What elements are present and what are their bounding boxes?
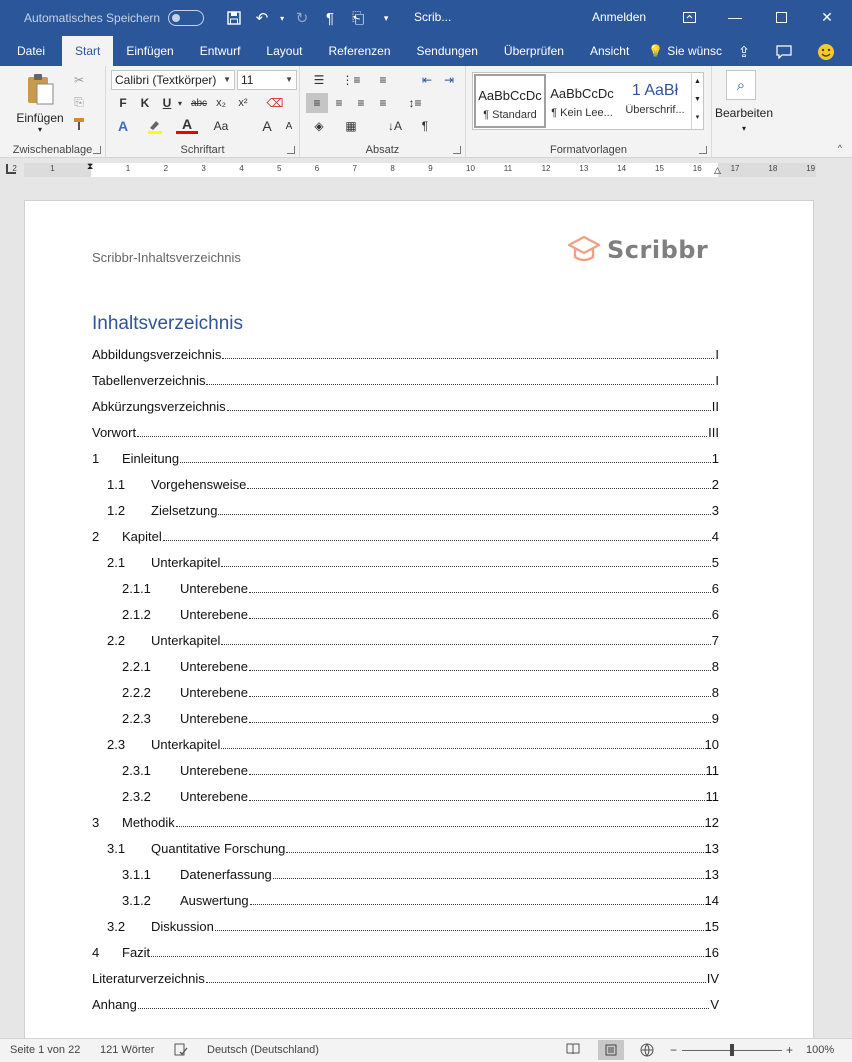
- toc-dot-leader: [221, 644, 710, 645]
- toc-entry-number: 2: [92, 528, 100, 544]
- tab-start[interactable]: Start: [62, 36, 113, 66]
- toc-dot-leader: [249, 722, 711, 723]
- tab-entwurf[interactable]: Entwurf: [199, 44, 241, 58]
- toc-entry-text: Methodik: [122, 814, 175, 830]
- word-count[interactable]: 121 Wörter: [100, 1044, 155, 1056]
- paste-button[interactable]: Einfügen ▾: [16, 72, 64, 138]
- toc-dot-leader: [218, 514, 710, 515]
- paragraph-launcher[interactable]: [453, 146, 461, 154]
- toc-entry[interactable]: [92, 653, 719, 679]
- toc-entry-number: 2.2.2: [122, 684, 151, 700]
- highlight-icon[interactable]: [144, 116, 166, 136]
- toc-entry[interactable]: [92, 341, 719, 367]
- toc-entry-number: 3: [92, 814, 100, 830]
- pilcrow-icon[interactable]: ¶: [326, 9, 335, 27]
- toc-entry-page: 4: [711, 528, 719, 544]
- ribbon: [0, 66, 852, 158]
- edit-label: Bearbeiten: [714, 106, 774, 120]
- toc-entry-number: 3.2: [107, 918, 126, 934]
- toc-entry-number: 4: [92, 944, 100, 960]
- toc-entry-page: II: [711, 398, 719, 414]
- toc-entry-page: I: [715, 372, 719, 388]
- toc-entry[interactable]: [92, 705, 719, 731]
- toc-entry[interactable]: [92, 497, 719, 523]
- toc-entry[interactable]: [92, 523, 719, 549]
- graduation-cap-icon: [567, 235, 601, 265]
- show-marks-button[interactable]: ¶: [421, 119, 429, 133]
- font-name-combo[interactable]: Calibri (Textkörper) ▼: [111, 70, 235, 90]
- toc-entry-text: Diskussion: [151, 918, 214, 934]
- toc-entry-page: 13: [704, 840, 719, 856]
- numbering-icon[interactable]: ⋮≡: [341, 73, 361, 87]
- styles-group-label: Formatvorlagen: [549, 144, 628, 156]
- zoom-level[interactable]: 100%: [806, 1044, 835, 1056]
- style-name: Überschrif...: [625, 104, 685, 116]
- toc-entry-page: IV: [706, 970, 719, 986]
- toc-entry[interactable]: [92, 393, 719, 419]
- toc-dot-leader: [215, 930, 704, 931]
- toc-dot-leader: [137, 436, 707, 437]
- ruler-tick-label: 7: [352, 164, 358, 173]
- comments-icon[interactable]: [774, 42, 794, 62]
- toc-dot-leader: [176, 826, 704, 827]
- shrink-font-button[interactable]: A: [285, 120, 293, 132]
- autosave-control[interactable]: [24, 10, 204, 26]
- multilevel-list-icon[interactable]: ≡: [379, 73, 387, 87]
- toc-entry-text: Abkürzungsverzeichnis: [92, 398, 226, 414]
- toc-entry-text: Fazit: [122, 944, 151, 960]
- toc-entry-text: Vorgehensweise: [151, 476, 247, 492]
- style-name: ¶ Standard: [483, 109, 537, 121]
- toc-entry[interactable]: [92, 731, 719, 757]
- ruler-tick-label: 2: [163, 164, 169, 173]
- document-area[interactable]: [0, 181, 852, 1038]
- toc-entry-number: 2.2: [107, 632, 126, 648]
- toc-entry-page: 11: [705, 788, 719, 804]
- toc-entry-text: Unterebene: [180, 788, 248, 804]
- font-launcher[interactable]: [287, 146, 295, 154]
- toc-dot-leader: [227, 410, 711, 411]
- toc-entry-text: Zielsetzung: [151, 502, 218, 518]
- toc-entry-page: 2: [711, 476, 719, 492]
- ruler-tick-label: 10: [466, 164, 475, 173]
- toc-dot-leader: [221, 748, 703, 749]
- cut-icon[interactable]: ✂: [73, 73, 85, 87]
- toc-entry-text: Unterebene: [180, 710, 248, 726]
- toc-entry[interactable]: [92, 965, 719, 991]
- page-indicator[interactable]: Seite 1 von 22: [10, 1044, 81, 1056]
- style-preview: 1 AaBł: [631, 82, 679, 99]
- justify-icon[interactable]: ≡: [379, 96, 387, 110]
- toc-dot-leader: [249, 592, 711, 593]
- maximize-icon[interactable]: [758, 0, 804, 34]
- toc-entry-text: Unterebene: [180, 684, 248, 700]
- toc-entry[interactable]: [92, 419, 719, 445]
- tab-sendungen[interactable]: Sendungen: [416, 44, 478, 58]
- ruler-tick-label: 2: [12, 164, 17, 173]
- toc-dot-leader: [273, 878, 704, 879]
- bullets-icon[interactable]: ☰: [313, 73, 325, 87]
- toc-dot-leader: [222, 358, 714, 359]
- toc-entry-text: Unterkapitel: [151, 632, 221, 648]
- toc-dot-leader: [180, 462, 711, 463]
- toc-dot-leader: [249, 670, 711, 671]
- decrease-indent-icon[interactable]: ⇤: [421, 73, 433, 87]
- align-left-icon[interactable]: ≡: [306, 93, 328, 113]
- toc-entry-page: 8: [711, 684, 719, 700]
- sort-icon[interactable]: ↓A: [387, 119, 402, 133]
- toc-dot-leader: [249, 774, 705, 775]
- grow-font-button[interactable]: A: [262, 118, 272, 134]
- toc-dot-leader: [163, 540, 711, 541]
- toc-entry-page: 13: [704, 866, 719, 882]
- editing-group: [712, 66, 776, 158]
- ruler-tick-label: 3: [201, 164, 206, 173]
- toc-entry-number: 2.3: [107, 736, 126, 752]
- ruler-tick-label: 9: [428, 164, 433, 173]
- toc-entry-text: Tabellenverzeichnis: [92, 372, 206, 388]
- customize-qat-icon[interactable]: ▾: [383, 12, 389, 23]
- toc-dot-leader: [206, 982, 706, 983]
- toc-entry-text: Auswertung: [180, 892, 249, 908]
- ruler-tick-label: 4: [239, 164, 244, 173]
- ruler-tick-label: 1: [50, 164, 55, 173]
- toc-entry[interactable]: [92, 835, 719, 861]
- shading-icon[interactable]: ◈: [314, 119, 324, 133]
- align-right-icon[interactable]: ≡: [357, 96, 365, 110]
- search-icon[interactable]: ⌕: [726, 70, 756, 100]
- right-indent-icon[interactable]: △: [714, 165, 721, 175]
- horizontal-ruler[interactable]: [0, 159, 852, 181]
- toc-entry-page: 10: [704, 736, 719, 752]
- font-color-button[interactable]: A: [176, 116, 198, 134]
- font-name-value: Calibri (Textkörper): [115, 73, 217, 87]
- underline-dropdown-icon[interactable]: ▾: [177, 98, 182, 108]
- scribbr-logo: [567, 235, 708, 265]
- status-bar: [0, 1038, 852, 1062]
- toc-entry-number: 2.1.2: [122, 606, 151, 622]
- toc-entry[interactable]: [92, 991, 719, 1017]
- autosave-label: Automatisches Speichern: [24, 11, 161, 25]
- tab-layout[interactable]: Layout: [266, 44, 303, 58]
- toc-entry-page: 7: [711, 632, 719, 648]
- toc-entry[interactable]: [92, 471, 719, 497]
- font-size-combo[interactable]: 11 ▼: [237, 70, 297, 90]
- toc-entry-page: 15: [704, 918, 719, 934]
- toc-entry[interactable]: [92, 887, 719, 913]
- style-name: ¶ Kein Lee...: [551, 107, 613, 119]
- ruler-tick-label: 5: [277, 164, 282, 173]
- toc-entry-text: Anhang: [92, 996, 137, 1012]
- zoom-in-icon[interactable]: +: [786, 1043, 794, 1057]
- italic-button[interactable]: K: [140, 96, 150, 110]
- toc-entry-number: 3.1.2: [122, 892, 151, 908]
- toc-entry[interactable]: [92, 809, 719, 835]
- toc-entry[interactable]: [92, 575, 719, 601]
- toc-heading: Inhaltsverzeichnis: [92, 313, 244, 334]
- toc-entry-number: 2.1: [107, 554, 126, 570]
- format-painter-icon[interactable]: [68, 114, 90, 134]
- style-ueberschrift[interactable]: [619, 74, 691, 128]
- superscript-button[interactable]: x²: [238, 97, 248, 109]
- zoom-out-icon[interactable]: −: [670, 1043, 678, 1057]
- toc-dot-leader: [151, 956, 703, 957]
- paragraph-group: [300, 66, 466, 158]
- toc-entry-text: Kapitel: [122, 528, 162, 544]
- tell-me-box[interactable]: [642, 36, 728, 66]
- styles-launcher[interactable]: [699, 146, 707, 154]
- toc-entry-text: Unterebene: [180, 580, 248, 596]
- left-margin-area: [24, 161, 94, 177]
- toc-dot-leader: [247, 488, 710, 489]
- ruler-tick-label: 11: [503, 164, 513, 173]
- font-group-label: Schriftart: [180, 144, 225, 156]
- toc-entry-page: 5: [711, 554, 719, 570]
- toc-dot-leader: [138, 1008, 710, 1009]
- toc-entry-number: 3.1: [107, 840, 126, 856]
- toc-entry[interactable]: [92, 913, 719, 939]
- toc-entry-page: 1: [711, 450, 719, 466]
- undo-icon[interactable]: ↶: [255, 10, 269, 27]
- toc-entry-text: Unterkapitel: [151, 554, 221, 570]
- tab-ueberpruefen[interactable]: Überprüfen: [503, 44, 564, 58]
- toc-entry[interactable]: [92, 783, 719, 809]
- toc-entry-page: 8: [711, 658, 719, 674]
- tab-einfuegen[interactable]: Einfügen: [126, 44, 174, 58]
- toc-entry[interactable]: [92, 367, 719, 393]
- change-case-button[interactable]: Aa: [213, 119, 229, 133]
- toc-entry-number: 2.2.1: [122, 658, 151, 674]
- toc-entry[interactable]: [92, 679, 719, 705]
- autosave-toggle[interactable]: [168, 10, 204, 26]
- smiley-feedback-icon[interactable]: [816, 42, 836, 62]
- toc-dot-leader: [206, 384, 714, 385]
- ruler-tick-label: 18: [768, 164, 778, 173]
- toc-entry[interactable]: [92, 939, 719, 965]
- zoom-slider-thumb[interactable]: [730, 1044, 734, 1056]
- title-bar: [0, 0, 852, 36]
- toc-dot-leader: [249, 696, 711, 697]
- tab-ansicht[interactable]: Ansicht: [589, 44, 630, 58]
- toc-entry-page: 9: [711, 710, 719, 726]
- document-title: Scrib...: [414, 10, 452, 24]
- ribbon-display-icon[interactable]: [666, 0, 712, 34]
- redo-icon[interactable]: ↻: [295, 10, 309, 27]
- toc-entry-page: 12: [704, 814, 719, 830]
- sign-in-link[interactable]: Anmelden: [592, 10, 647, 24]
- strikethrough-button[interactable]: abc: [190, 97, 208, 109]
- toc-entry[interactable]: [92, 549, 719, 575]
- font-group: [106, 66, 300, 158]
- ruler-tick-label: 13: [579, 164, 589, 173]
- paste-label: Einfügen: [16, 111, 64, 125]
- style-preview: AaBbCcDc: [478, 88, 542, 103]
- ruler-tick-label: 19: [806, 164, 816, 173]
- toc-entry-text: Unterkapitel: [151, 736, 221, 752]
- toc-dot-leader: [286, 852, 703, 853]
- ruler-tick-label: 8: [390, 164, 395, 173]
- lightbulb-icon: 💡: [648, 44, 664, 58]
- toc-entry-text: Quantitative Forschung: [151, 840, 286, 856]
- save-icon[interactable]: [220, 4, 248, 32]
- edit-button[interactable]: Bearbeiten ▾: [714, 106, 774, 133]
- toc-entry[interactable]: [92, 601, 719, 627]
- toc-entry-number: 2.1.1: [122, 580, 151, 596]
- toc-entry-text: Unterebene: [180, 606, 248, 622]
- ruler-tick-label: 17: [730, 164, 740, 173]
- toc-entry-page: I: [715, 346, 719, 362]
- copy-icon[interactable]: ⎘: [74, 94, 84, 109]
- toc-entry-page: 16: [704, 944, 719, 960]
- toc-entry-page: V: [710, 996, 719, 1012]
- text-effects-icon[interactable]: A: [117, 118, 129, 134]
- share-icon[interactable]: ⇪: [737, 44, 751, 61]
- styles-scroll[interactable]: ▲ ▼ ▾: [691, 73, 703, 129]
- toc-entry[interactable]: [92, 627, 719, 653]
- ruler-tick-label: 14: [617, 164, 627, 173]
- toc-entry-number: 1.1: [107, 476, 126, 492]
- toc-entry[interactable]: [92, 861, 719, 887]
- toc-entry-text: Einleitung: [122, 450, 180, 466]
- paste-icon: [25, 72, 55, 106]
- ruler-tick-label: 6: [314, 164, 320, 173]
- toc-entry-text: Abbildungsverzeichnis: [92, 346, 222, 362]
- clipboard-group-label: Zwischenablage: [12, 144, 93, 156]
- clipboard-group: [0, 66, 106, 158]
- undo-dropdown-icon[interactable]: ▾: [280, 13, 285, 23]
- toc-entry-page: III: [708, 424, 719, 440]
- language-indicator[interactable]: Deutsch (Deutschland): [207, 1044, 319, 1056]
- subscript-button[interactable]: x₂: [216, 97, 226, 109]
- toc-entry-number: 2.3.2: [122, 788, 151, 804]
- toc-entry-number: 3.1.1: [122, 866, 151, 882]
- proofing-icon[interactable]: [174, 1043, 188, 1060]
- style-kein-leerraum[interactable]: [546, 74, 618, 128]
- read-mode-icon[interactable]: [566, 1043, 580, 1058]
- tab-referenzen[interactable]: Referenzen: [328, 44, 391, 58]
- toc-dot-leader: [249, 618, 711, 619]
- document-page[interactable]: [24, 200, 814, 1038]
- toc-entry-page: 11: [705, 762, 719, 778]
- toc-entry-page: 14: [704, 892, 719, 908]
- toc-entry-text: Unterebene: [180, 762, 248, 778]
- align-center-icon[interactable]: ≡: [335, 96, 343, 110]
- underline-button[interactable]: U: [162, 96, 172, 110]
- ruler-tick-label: 16: [692, 164, 702, 173]
- increase-indent-icon[interactable]: ⇥: [443, 73, 455, 87]
- toc-entry-text: Unterebene: [180, 658, 248, 674]
- toc-entry-number: 2.2.3: [122, 710, 151, 726]
- toc-entry-number: 1: [92, 450, 100, 466]
- clipboard-launcher[interactable]: [93, 146, 101, 154]
- paragraph-group-label: Absatz: [365, 144, 400, 156]
- toc-entry-text: Literaturverzeichnis: [92, 970, 205, 986]
- quick-access-toolbar: [220, 4, 400, 32]
- logo-text: Scribbr: [607, 236, 709, 264]
- borders-icon[interactable]: ▦: [345, 119, 357, 133]
- toc-entry-number: 1.2: [107, 502, 126, 518]
- toc-entry-text: Datenerfassung: [180, 866, 272, 882]
- table-of-contents: [92, 341, 719, 1017]
- font-size-value: 11: [241, 73, 254, 87]
- clear-formatting-icon[interactable]: ⌫: [266, 96, 284, 110]
- collapse-ribbon-icon[interactable]: ^: [837, 143, 842, 153]
- style-preview: AaBbCcDc: [550, 86, 614, 101]
- bold-button[interactable]: F: [119, 96, 127, 110]
- tell-me-text: Sie wünsc: [667, 44, 722, 58]
- toc-dot-leader: [249, 800, 705, 801]
- close-icon[interactable]: ✕: [821, 8, 833, 25]
- toc-entry-text: Vorwort: [92, 424, 137, 440]
- page-header: Scribbr-Inhaltsverzeichnis: [92, 250, 241, 265]
- toc-entry-page: 3: [711, 502, 719, 518]
- ribbon-tabs: [0, 36, 852, 66]
- styles-gallery: [472, 72, 704, 130]
- toc-entry-page: 6: [711, 580, 719, 596]
- toc-dot-leader: [221, 566, 710, 567]
- ruler-tick-label: 12: [541, 164, 551, 173]
- line-spacing-icon[interactable]: ↕≡: [408, 96, 422, 110]
- style-standard[interactable]: [474, 74, 546, 128]
- ruler-tick-label: 1: [125, 164, 131, 173]
- toc-entry-number: 2.3.1: [122, 762, 151, 778]
- web-layout-icon[interactable]: [640, 1043, 654, 1060]
- touch-mode-icon[interactable]: ⎗: [352, 9, 365, 27]
- toc-entry[interactable]: [92, 757, 719, 783]
- minimize-icon[interactable]: —: [728, 9, 742, 25]
- toc-entry-page: 6: [711, 606, 719, 622]
- indent-marker-icon[interactable]: ⧗: [87, 161, 94, 171]
- ruler-tick-label: 15: [655, 164, 664, 173]
- toc-dot-leader: [250, 904, 704, 905]
- toc-entry[interactable]: [92, 445, 719, 471]
- print-layout-icon[interactable]: [598, 1040, 624, 1060]
- tab-datei[interactable]: Datei: [17, 44, 46, 58]
